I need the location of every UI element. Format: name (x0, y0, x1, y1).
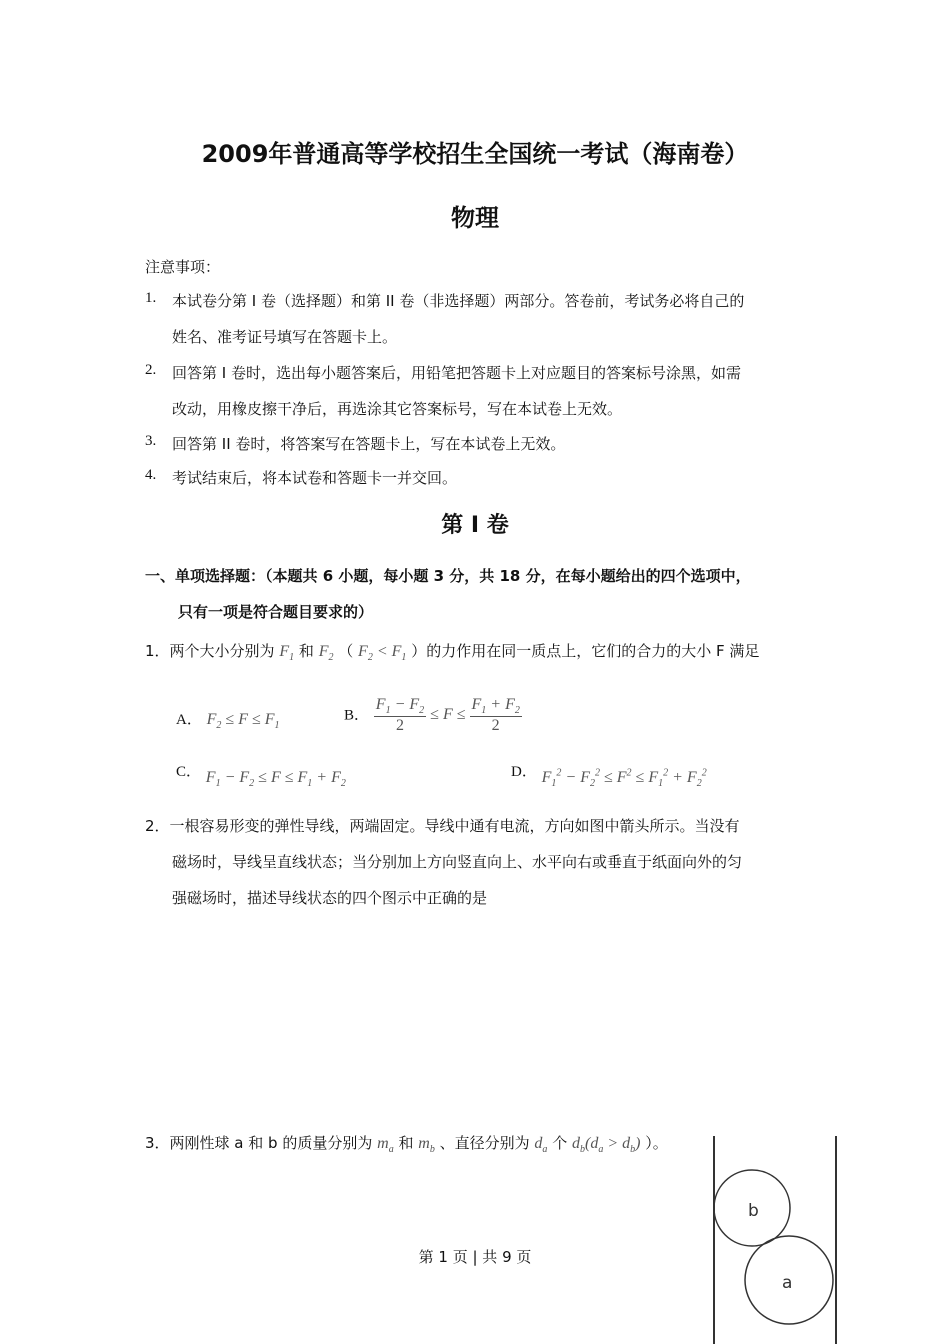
ball-b-label: b (748, 1201, 759, 1221)
note-number: 3. (145, 433, 157, 449)
q3-formula-db: $d_b(d_a > d_b)$ (571, 1135, 641, 1156)
note-text: 回答第 I 卷时，选出每小题答案后，用铅笔把答题卡上对应题目的答案标号涂黑，如需 (172, 364, 741, 382)
q3-formula-ma: $m_a$ (377, 1135, 394, 1156)
option-label: D． (511, 764, 537, 780)
q3-ge: 个 (552, 1134, 568, 1152)
subject-title: 物理 (451, 204, 499, 232)
section-heading-cont: 只有一项是符合题目要求的） (178, 603, 374, 621)
q1-formula-f1: $F_1$ (279, 643, 295, 664)
q2-line: 磁场时，导线呈直线状态；当分别加上方向竖直向上、水平向右或垂直于纸面向外的匀 (172, 853, 743, 871)
note-text: 本试卷分第 I 卷（选择题）和第 II 卷（非选择题）两部分。答卷前，考试务必将自己的 (172, 292, 745, 310)
q1-option-b[interactable] (344, 696, 522, 735)
option-formula: $F_1^2 - F_2^2 \le F^2 \le F_1^2 + F_2^2$ (541, 767, 707, 790)
notes-heading: 注意事项： (145, 258, 221, 276)
note-text: 改动，用橡皮擦干净后，再选涂其它答案标号，写在本试卷上无效。 (172, 400, 623, 418)
option-label: C． (176, 764, 202, 780)
option-label: B． (344, 707, 370, 724)
q3-mid: 、直径分别为 (439, 1134, 530, 1152)
q3-end: ）。 (645, 1134, 668, 1152)
q1-prefix: 1．两个大小分别为 (145, 642, 275, 660)
note-number: 4. (145, 467, 157, 483)
q3-prefix: 3．两刚性球 a 和 b 的质量分别为 (145, 1134, 373, 1152)
note-text: 回答第 II 卷时，将答案写在答题卡上，写在本试卷上无效。 (172, 435, 566, 453)
option-label: A． (176, 712, 202, 728)
q2-line: 强磁场时，描述导线状态的四个图示中正确的是 (172, 889, 488, 907)
option-formula: $F_1 - F_2 \le F \le F_1 + F_2$ (205, 769, 346, 790)
note-text: 姓名、准考证号填写在答题卡上。 (172, 328, 398, 346)
q1-option-a[interactable] (176, 708, 280, 731)
q1-option-d[interactable] (511, 760, 707, 790)
page-title: 2009年普通高等学校招生全国统一考试（海南卷） (201, 140, 749, 168)
q3-and: 和 (398, 1134, 414, 1152)
ball-a-label: a (782, 1273, 793, 1293)
volume-title: 第 I 卷 (441, 513, 509, 538)
q2-line: 2．一根容易形变的弹性导线，两端固定。导线中通有电流，方向如图中箭头所示。当没有 (145, 817, 740, 835)
page-footer: 第 1 页 | 共 9 页 (418, 1248, 532, 1266)
q1-option-c[interactable] (176, 760, 346, 790)
q1-paren: （ (338, 642, 354, 660)
option-formula: $\frac{F_1 - F_2}{2}$ ≤ F ≤ $\frac{F_1 + F_2}{2}$ (375, 696, 520, 735)
container-figure (708, 1132, 843, 1344)
note-number: 2. (145, 362, 157, 378)
q1-formula-f2: $F_2$ (318, 643, 334, 664)
q1-formula-condition: $F_2 < F_1$ (358, 643, 407, 664)
section-heading: 一、单项选择题：（本题共 6 小题，每小题 3 分，共 18 分，在每小题给出的四个选项中， (145, 567, 751, 585)
q1-stem (145, 640, 759, 663)
option-formula: $F_2 \le F \le F_1$ (206, 711, 280, 732)
q3-stem (145, 1132, 668, 1155)
q1-and: 和 (298, 642, 314, 660)
note-number: 1. (145, 290, 157, 306)
q1-suffix: ）的力作用在同一质点上，它们的合力的大小 F 满足 (411, 642, 760, 660)
q3-formula-mb: $m_b$ (418, 1135, 435, 1156)
q3-formula-da: $d_a$ (534, 1135, 548, 1156)
note-text: 考试结束后，将本试卷和答题卡一并交回。 (172, 469, 458, 487)
